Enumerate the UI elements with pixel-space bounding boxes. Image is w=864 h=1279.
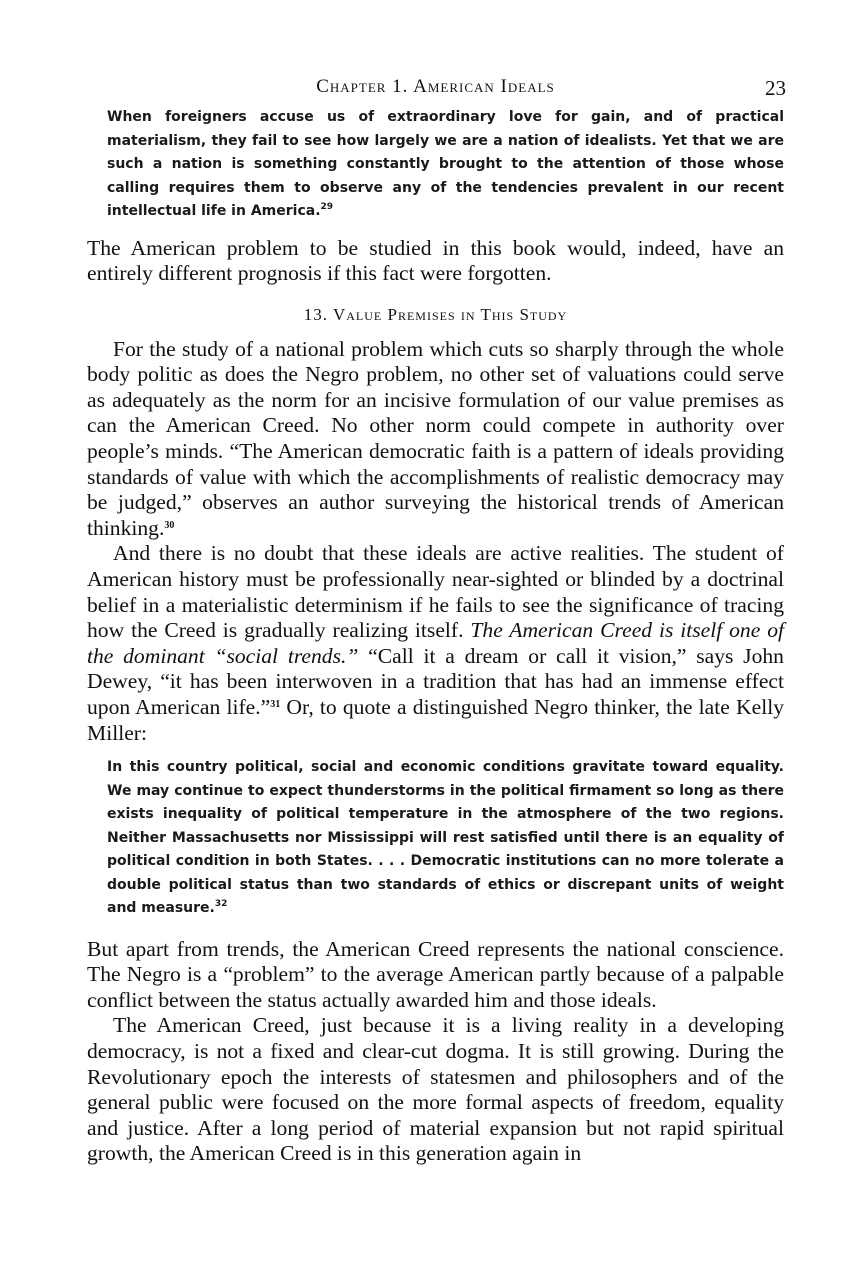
footnote-ref: 32	[214, 899, 228, 910]
quote-text: In this country political, social and economic conditions gravitate toward equality. We may continue to expect thunderstorms in the political firmament so long as there exists inequality of political temperature in the atmosphere of the two regions. Neither Massachusetts nor Mississippi will rest satisfied until there is an equality of political condition in both States. . . . Democratic institutions can no more tolerate a double political status than two standards of ethics or discrepant units of weight and measure.	[107, 759, 784, 917]
page-number: 23	[765, 76, 786, 100]
block-quote-foreigners	[107, 106, 784, 224]
paragraph-text: “Call it a dream or call it vision,” says John Dewey, “it has been interwoven in a tradition that has had an immense effect upon American life.”	[87, 643, 784, 719]
paragraph-text: Or, to quote a distinguished Negro thinker, the late Kelly Miller:	[87, 695, 784, 745]
section-title: Value Premises in This Study	[332, 304, 568, 324]
paragraph-text: The American Creed, just because it is a living reality in a developing democracy, is not a fixed and clear-cut dogma. It is still growing. During the Revolutionary epoch the interests of statesmen and philosophers and of the general public were focused on the more formal aspects of freedom, equality and justice. After a long period of material expansion but not rapid spiritual growth, the American Creed is in this generation again in	[87, 1013, 784, 1166]
paragraph-prognosis	[87, 236, 784, 287]
book-page	[87, 76, 784, 1167]
footnote-ref: 29	[320, 202, 334, 212]
paragraph-national-conscience	[87, 937, 784, 1014]
paragraph-active-realities	[87, 541, 784, 746]
paragraph-text: For the study of a national problem which cuts so sharply through the whole body politic as does the Negro problem, no other set of valuations could serve as adequately as the norm for an incisive formulation of our value premises as can the American Creed. No other norm could compete in authority over people’s minds. “The American democratic faith is a pattern of ideals providing standards of value with which the accomplishments of realistic democracy may be judged,” observes an author surveying the historical trends of American thinking.	[87, 336, 784, 540]
footnote-ref: 31	[270, 699, 281, 710]
paragraph-text: And there is no doubt that these ideals are active realities. The student of American history must be professionally near-sighted or blinded by a doctrinal belief in a materialistic determinism if he fails to see the significance of tracing how the Creed is gradually realizing itself.	[87, 541, 784, 643]
paragraph-national-problem	[87, 337, 784, 542]
paragraph-text: But apart from trends, the American Creed represents the national conscience. The Negro is a “problem” to the average American partly because of a palpable conflict between the status actually awarded him and those ideals.	[87, 936, 784, 1012]
running-header	[87, 76, 784, 106]
paragraph-living-reality	[87, 1013, 784, 1167]
chapter-title: Chapter 1. American Ideals	[316, 76, 555, 97]
paragraph-text: The American problem to be studied in this book would, indeed, have an entirely different prognosis if this fact were forgotten.	[87, 235, 784, 286]
section-heading	[87, 305, 784, 325]
quote-text: When foreigners accuse us of extraordinary love for gain, and of practical materialism, they fail to see how largely we are a nation of idealists. Yet that we are such a nation is something constantly brought to the attention of those whose calling requires them to observe any of the tendencies prevalent in our recent intellectual life in America.	[107, 109, 784, 219]
block-quote-kelly-miller	[107, 756, 784, 921]
footnote-ref: 30	[164, 519, 175, 531]
italic-emphasis: The American Creed is itself one of the dominant “social trends.”	[87, 618, 784, 668]
section-number: 13.	[303, 304, 329, 324]
